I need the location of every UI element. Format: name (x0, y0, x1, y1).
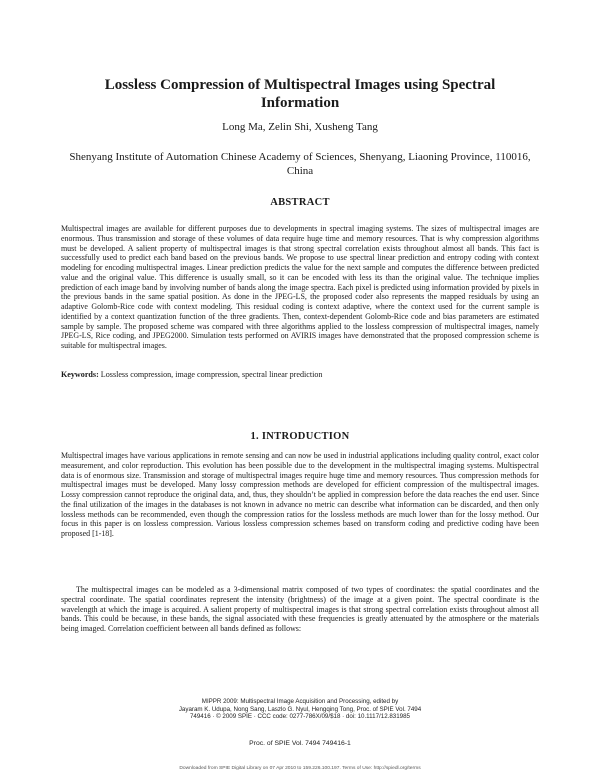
keywords-label: Keywords: (61, 370, 99, 379)
section-heading-introduction: 1. INTRODUCTION (250, 431, 350, 442)
publication-footer (150, 698, 450, 721)
paper-affiliation: Shenyang Institute of Automation Chinese Academy of Sciences, Shenyang, Liaoning Province, 110016, China (69, 151, 531, 177)
intro-paragraph-2: The multispectral images can be modeled as a 3-dimensional matrix composed of two types of coordinates: the spatial coordinates and the spectral coordinate. The spatial coordinates represent the intensity (brightness) of the image at a given point. The spectral coordinate is the wavelength at which the image is acquired. A salient property of multispectral images is that strong spectral correlation exists throughout almost all bands. This could be because, in these bands, the signal associated with these frequencies is greatly attenuated by the atmosphere or the materials being imaged. Correlation coefficient between all bands defined as follows: (61, 585, 539, 633)
footer-line-1: MIPPR 2009: Multispectral Image Acquisition and Processing, edited by (201, 698, 399, 705)
paper-authors: Long Ma, Zelin Shi, Xusheng Tang (222, 121, 378, 133)
footer-line-3: 749416 · © 2009 SPIE · CCC code: 0277-786X/09/$18 · doi: 10.1117/12.831985 (189, 713, 410, 721)
page-number: Proc. of SPIE Vol. 7494 749416-1 (249, 740, 351, 747)
download-notice: Downloaded from SPIE Digital Library on 07 Apr 2010 to 159.226.100.197. Terms of Use: http://spiedl.org/terms (179, 766, 421, 771)
keywords-line (61, 370, 539, 380)
abstract-text: Multispectral images are available for different purposes due to developments in spectral imaging systems. The sizes of multispectral images are enormous. Thus transmission and storage of these volumes of data require huge time and memory resources. That is why compression algorithms must be developed. A salient property of multispectral images is that strong spectral correlation exists throughout almost all bands. This fact is successfully used to predict each band based on the previous bands. We propose to use spectral linear prediction and entropy coding with context modeling for encoding multispectral images. Linear prediction predicts the value for the next sample and computes the difference between predicted value and the original value. This difference is usually small, so it can be encoded with less its than the original value. The technique implies prediction of each image band by involving number of bands along the image spectra. Each pixel is predicted using information provided by pixels in the previous bands in the same spatial position. As done in the JPEG-LS, the proposed coder also represents the mapped residuals by using an adaptive Golomb-Rice code with context modeling. This residual coding is context adaptive, where the context used for the current sample is identified by a context quantization function of the three gradients. Then, context-dependent Golomb-Rice code and bias parameters are estimated sample by sample. The proposed scheme was compared with three algorithms applied to the lossless compression of multispectral images, namely JPEG-LS, Rice coding, and JPEG2000. Simulation tests performed on AVIRIS images have demonstrated that the proposed compression scheme is suitable for multispectral images. (61, 224, 539, 350)
footer-line-2: Jayaram K. Udupa, Nong Sang, Laszlo G. Nyul, Hengqing Tong, Proc. of SPIE Vol. 7494 (178, 705, 422, 713)
abstract-heading: ABSTRACT (270, 197, 330, 208)
paper-title: Lossless Compression of Multispectral Images using Spectral Information (104, 77, 496, 111)
keywords-text: Lossless compression, image compression, spectral linear prediction (100, 370, 323, 379)
intro-paragraph-1: Multispectral images have various applications in remote sensing and can now be used in industrial applications including quality control, exact color measurement, and color reproduction. This evolution has been possible due to the development in the multispectral imaging systems. Multispectral data is of enormous size. Transmission and storage of multispectral images require huge time and memory resources. Thus compression methods for multispectral images must be developed. Many lossy compression methods are developed for efficient compression of the multispectral images. Lossy compression cannot reproduce the original data, and, thus, they shouldn’t be applied in compression before the data reaches the end user. Since the final utilization of the images in the databases is not known in advance no metric can describe what information can be discarded, and then only lossless methods can be recommended, even though the compression ratios for the lossless methods are much lower than for the lossy method. Our focus in this paper is on lossless compression. Various lossless compression schemes based on transform coding and predictive coding have been proposed [1-18]. (61, 451, 539, 538)
